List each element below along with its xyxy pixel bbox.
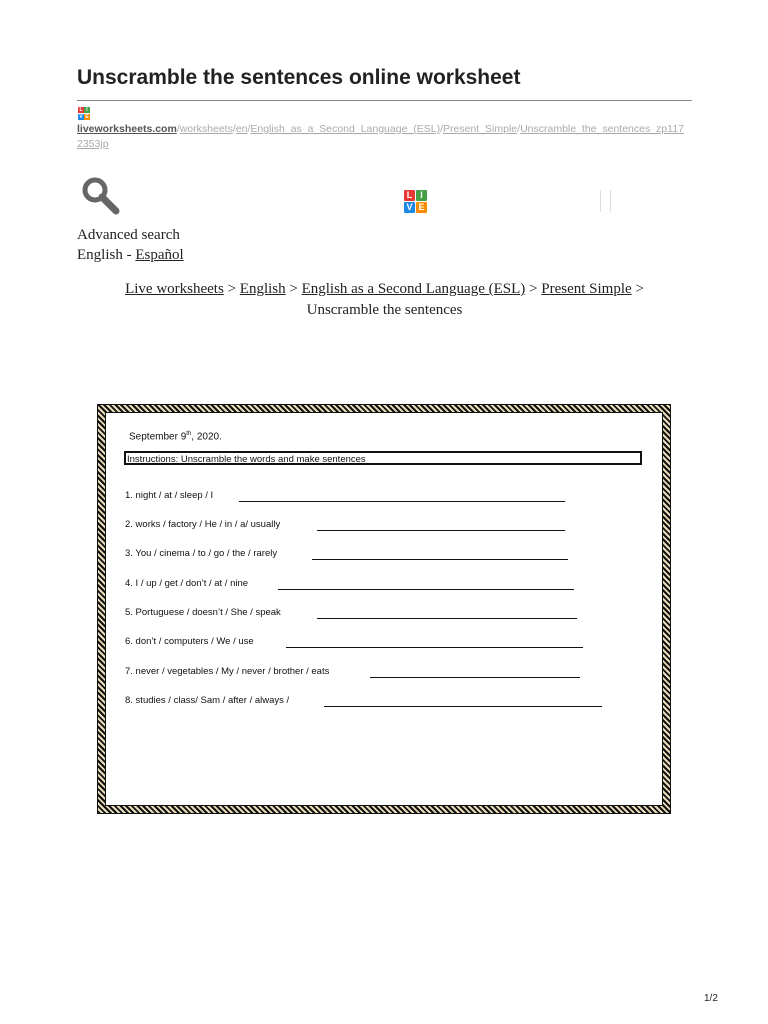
breadcrumb-separator: > xyxy=(525,281,542,297)
url-worksheets-link[interactable]: worksheets xyxy=(179,123,233,135)
question-5: 5. Portuguese / doesn’t / She / speak xyxy=(125,607,281,618)
logo-letter-v: V xyxy=(79,114,83,120)
language-current: English xyxy=(77,247,123,263)
breadcrumb-present-simple[interactable]: Present Simple xyxy=(541,281,632,297)
question-1: 1. night / at / sleep / I xyxy=(125,490,214,501)
breadcrumb-english[interactable]: English xyxy=(239,281,286,297)
date-year: , 2020. xyxy=(191,431,222,443)
breadcrumb-esl[interactable]: English as a Second Language (ESL) xyxy=(301,281,526,297)
answer-line-6[interactable] xyxy=(286,647,583,648)
breadcrumb-separator: > xyxy=(285,281,302,297)
live-logo-small xyxy=(77,106,91,121)
breadcrumb-separator: > xyxy=(223,281,240,297)
source-url xyxy=(77,122,689,152)
worksheet-page xyxy=(105,412,663,806)
logo-letter-l: L xyxy=(79,107,83,113)
breadcrumb xyxy=(77,279,692,321)
logo-letter-v: V xyxy=(404,202,415,213)
breadcrumb-separator: > xyxy=(631,281,644,297)
url-slash: / xyxy=(247,123,251,135)
url-slash: / xyxy=(440,123,444,135)
language-espanol-link[interactable]: Español xyxy=(135,247,184,263)
answer-line-1[interactable] xyxy=(239,501,565,502)
url-present-simple-link[interactable]: Present_Simple xyxy=(443,123,518,135)
breadcrumb-live-worksheets[interactable]: Live worksheets xyxy=(125,281,224,297)
question-8: 8. studies / class/ Sam / after / always / xyxy=(125,695,290,706)
date-main: September 9 xyxy=(129,431,187,443)
url-slash: / xyxy=(232,123,236,135)
question-4: 4. I / up / get / don’t / at / nine xyxy=(125,578,249,589)
language-separator: - xyxy=(122,247,136,263)
answer-line-4[interactable] xyxy=(278,589,574,590)
worksheet-date xyxy=(129,431,222,442)
answer-line-5[interactable] xyxy=(317,618,577,619)
logo-letter-i: I xyxy=(416,190,427,201)
answer-line-8[interactable] xyxy=(324,706,602,707)
language-switcher xyxy=(77,245,184,265)
breadcrumb-current: Unscramble the sentences xyxy=(306,302,463,318)
worksheet-image xyxy=(97,404,671,814)
instructions-text: Instructions: Unscramble the words and make sentences xyxy=(127,454,366,465)
answer-line-2[interactable] xyxy=(317,530,565,531)
question-3: 3. You / cinema / to / go / the / rarely xyxy=(125,548,278,559)
date-suffix: th xyxy=(186,431,192,437)
logo-letter-e: E xyxy=(85,114,89,120)
page-number: 1/2 xyxy=(704,993,718,1004)
logo-letter-e: E xyxy=(416,202,427,213)
question-6: 6. don’t / computers / We / use xyxy=(125,636,254,647)
logo-letter-i: I xyxy=(84,107,90,113)
url-en-link[interactable]: en xyxy=(235,123,248,135)
live-logo xyxy=(403,189,427,213)
url-domain-link[interactable]: liveworksheets.com xyxy=(77,123,177,135)
url-worksheet-link[interactable]: Unscramble_the_sentences_zp1172353jp xyxy=(77,123,684,150)
answer-line-7[interactable] xyxy=(370,677,580,678)
logo-letter-l: L xyxy=(404,190,415,201)
title-divider xyxy=(77,100,692,101)
search-icon[interactable] xyxy=(80,175,120,215)
faint-divider-marks xyxy=(598,190,614,212)
page-title: Unscramble the sentences online worksheet xyxy=(77,66,521,89)
advanced-search-link[interactable]: Advanced search xyxy=(77,227,180,243)
question-2: 2. works / factory / He / in / a/ usually xyxy=(125,519,281,530)
url-esl-link[interactable]: English_as_a_Second_Language_(ESL) xyxy=(250,123,441,135)
question-7: 7. never / vegetables / My / never / brother / eats xyxy=(125,666,330,677)
url-slash: / xyxy=(517,123,521,135)
url-slash: / xyxy=(176,123,180,135)
answer-line-3[interactable] xyxy=(312,559,568,560)
